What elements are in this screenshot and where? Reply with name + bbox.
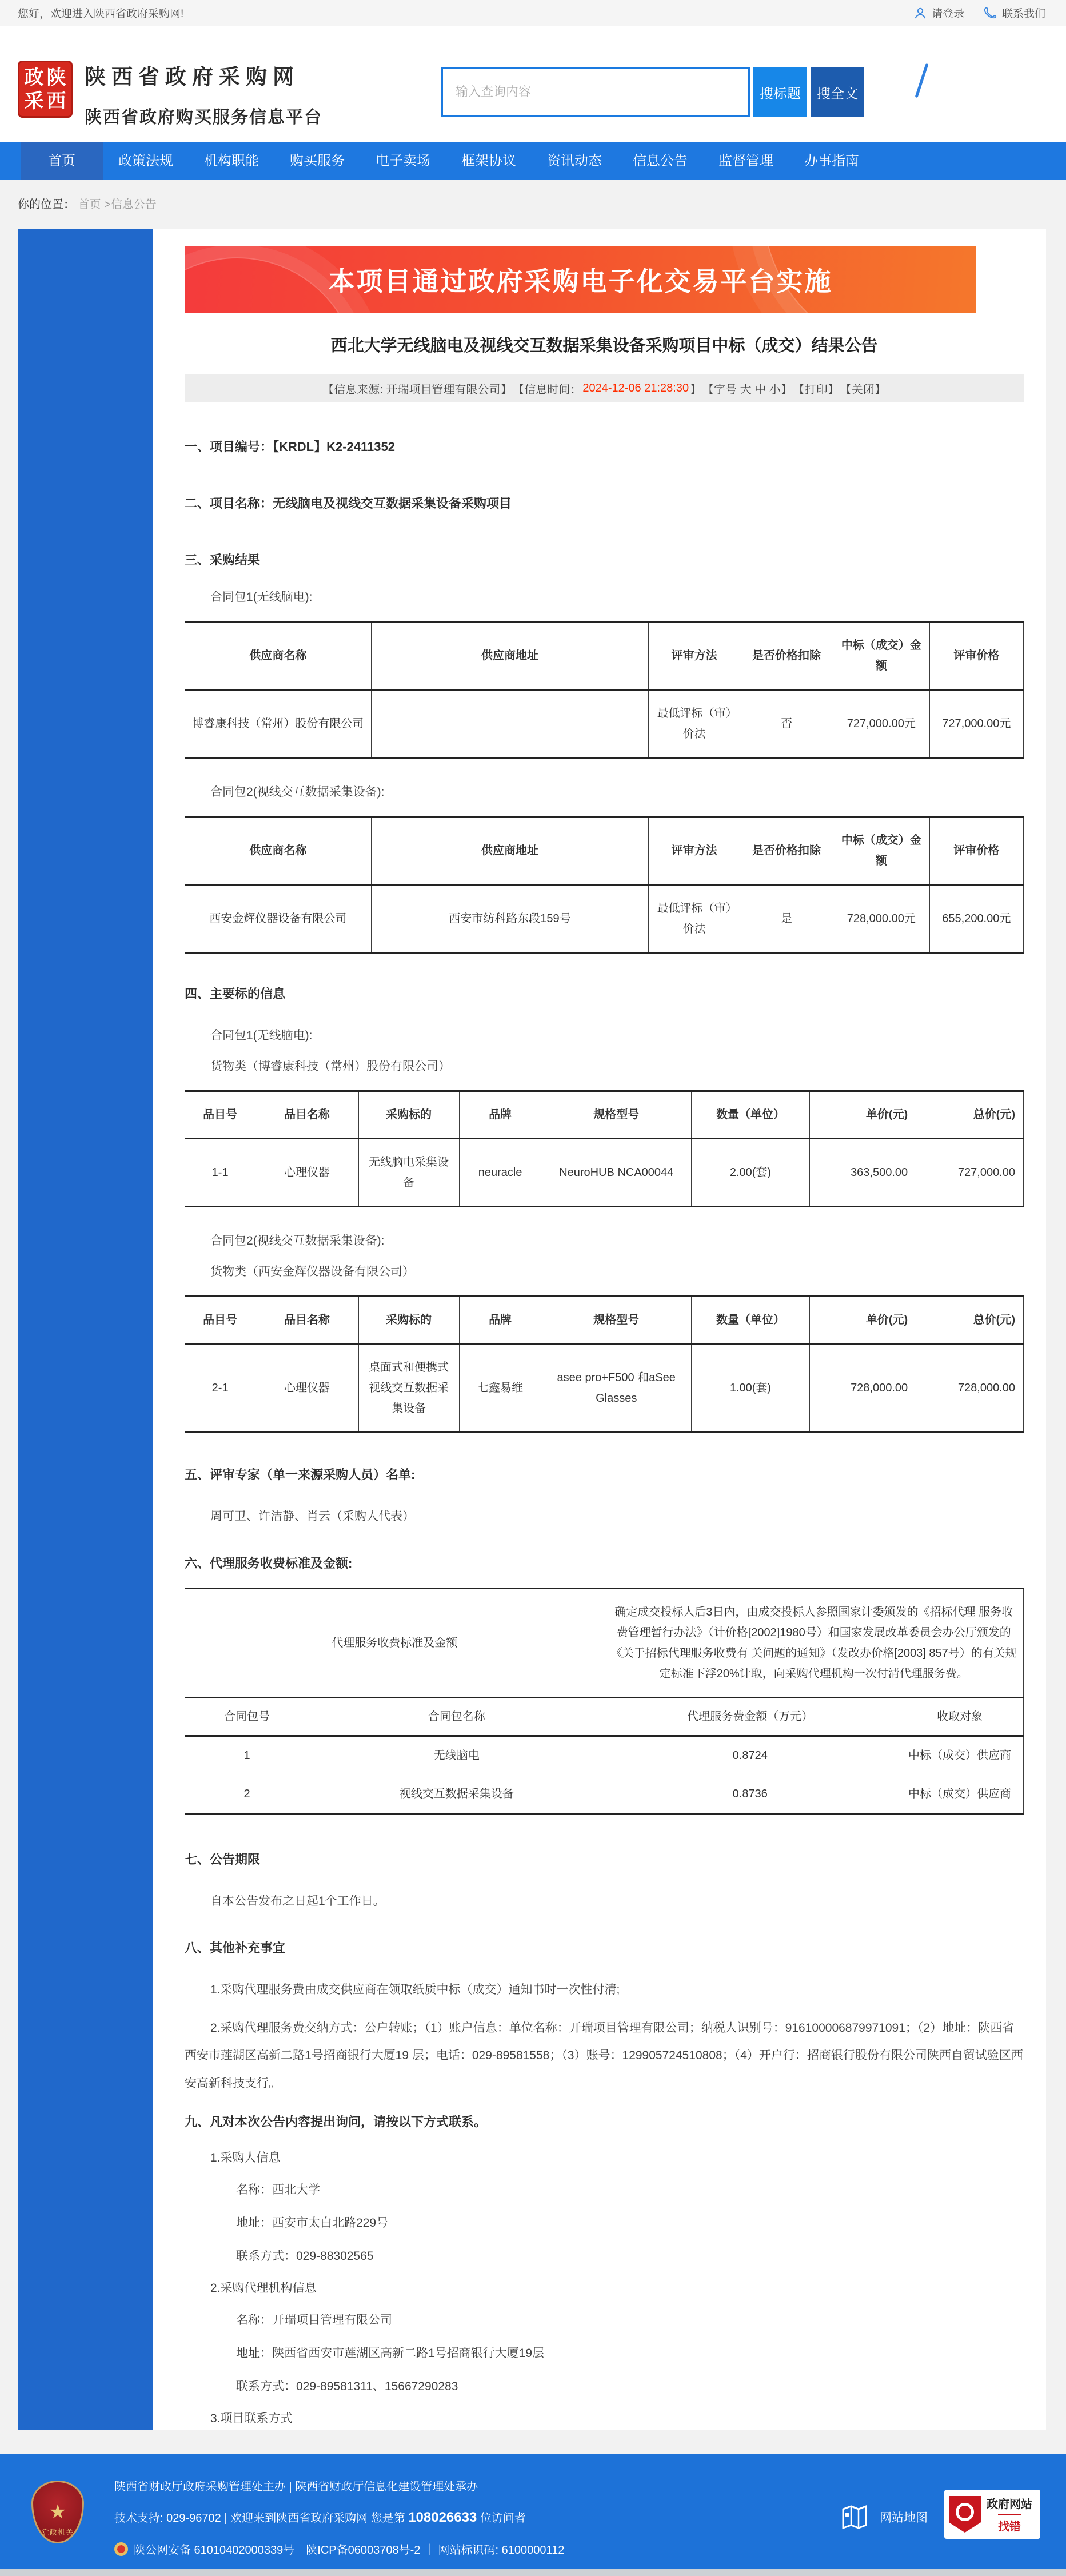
cell: 供应商地址 bbox=[371, 622, 649, 690]
article-meta-bar bbox=[185, 374, 1024, 402]
cell: 西安金辉仪器设备有限公司 bbox=[185, 885, 372, 953]
cell: 2 bbox=[185, 1775, 309, 1814]
beian-text: 陕公网安备 61010402000339号 陕ICP备06003708号-2 ｜ 网站标识码: 6100000112 bbox=[134, 2544, 565, 2557]
cell: 中标（成交）金额 bbox=[833, 622, 929, 690]
article-panel bbox=[153, 229, 1046, 2430]
cell: 代理服务收费标准及金额 bbox=[185, 1589, 604, 1698]
content-wrapper bbox=[18, 229, 1046, 2430]
emblem-star: ★ bbox=[49, 2501, 67, 2523]
search-input[interactable] bbox=[441, 67, 750, 117]
search-fulltext-button[interactable]: 搜全文 bbox=[811, 67, 864, 117]
table-row bbox=[185, 1139, 1024, 1207]
topbar-actions bbox=[913, 5, 1045, 21]
gov-site-error-report-badge[interactable] bbox=[944, 2490, 1040, 2539]
cell: 采购标的 bbox=[358, 1297, 459, 1344]
cell: 视线交互数据采集设备 bbox=[309, 1775, 604, 1814]
agency-fee-table bbox=[185, 1588, 1024, 1815]
package2-label-2: 合同包2(视线交互数据采集设备): bbox=[210, 1234, 385, 1247]
header-row bbox=[185, 1698, 1024, 1736]
footer-organizer-line: 陕西省财政厅政府采购管理处主办 | 陕西省财政厅信息化建设管理处承办 bbox=[114, 2481, 478, 2493]
cell: 七鑫易维 bbox=[459, 1344, 541, 1433]
nav-item-purchase-services[interactable]: 购买服务 bbox=[290, 153, 345, 169]
platform-banner bbox=[185, 246, 976, 313]
party-gov-emblem-icon bbox=[31, 2481, 84, 2543]
gov-badge-top: 政府网站 bbox=[987, 2498, 1032, 2511]
cell: 无线脑电采集设备 bbox=[358, 1139, 459, 1207]
nav-item-policies[interactable]: 政策法规 bbox=[118, 153, 173, 169]
header-row bbox=[185, 817, 1024, 885]
supplementary-item-1: 1.采购代理服务费由成交供应商在领取纸质中标（成交）通知书时一次性付清; bbox=[210, 1983, 620, 1996]
cell: 采购标的 bbox=[358, 1091, 459, 1139]
cell: 0.8724 bbox=[604, 1736, 896, 1775]
breadcrumb-current-link[interactable]: 信息公告 bbox=[110, 198, 157, 211]
magnifier-icon bbox=[949, 2496, 981, 2533]
project-contact-heading: 3.项目联系方式 bbox=[210, 2411, 293, 2425]
nav-item-news[interactable]: 资讯动态 bbox=[547, 153, 602, 169]
section-3-results: 三、采购结果 bbox=[185, 553, 261, 567]
cell: 总价(元) bbox=[916, 1091, 1024, 1139]
table-row bbox=[185, 1736, 1024, 1775]
emblem-label: 党政机关 bbox=[41, 2528, 74, 2537]
brand-block bbox=[85, 59, 322, 128]
section-8-supplementary: 八、其他补充事宜 bbox=[185, 1941, 286, 1955]
item-table-package2 bbox=[185, 1295, 1024, 1433]
cell: 数量（单位） bbox=[692, 1091, 810, 1139]
map-icon bbox=[840, 2502, 869, 2532]
cell: 是否价格扣除 bbox=[740, 817, 833, 885]
cell: 供应商地址 bbox=[371, 817, 649, 885]
cell: neuracle bbox=[459, 1139, 541, 1207]
goods1-label: 货物类（博睿康科技（常州）股份有限公司） bbox=[210, 1060, 450, 1073]
cell: 规格型号 bbox=[541, 1091, 692, 1139]
cell: 否 bbox=[740, 690, 833, 758]
cell: 评审价格 bbox=[929, 817, 1023, 885]
search-bar bbox=[441, 67, 864, 117]
experts-list: 周可卫、许洁静、肖云（采购人代表） bbox=[210, 1510, 414, 1523]
cell: 中标（成交）供应商 bbox=[896, 1736, 1024, 1775]
cell: 是 bbox=[740, 885, 833, 953]
section-1-project-number: 一、项目编号：【KRDL】K2-2411352 bbox=[185, 440, 395, 454]
cell: 桌面式和便携式视线交互数据采集设备 bbox=[358, 1344, 459, 1433]
phone-icon bbox=[984, 6, 997, 20]
period-body: 自本公告发布之日起1个工作日。 bbox=[210, 1895, 385, 1908]
cell: 最低评标（审）价法 bbox=[649, 690, 740, 758]
buyer-telephone: 联系方式：029-88302565 bbox=[236, 2249, 374, 2263]
seal-char: 陕 bbox=[46, 66, 66, 89]
cell: 评审方法 bbox=[649, 817, 740, 885]
cell: 中标（成交）金额 bbox=[833, 817, 929, 885]
cell: 心理仪器 bbox=[255, 1344, 358, 1433]
cell: 2-1 bbox=[185, 1344, 255, 1433]
cell: 数量（单位） bbox=[692, 1297, 810, 1344]
close-button[interactable]: 【关闭】 bbox=[840, 383, 886, 396]
seal-char: 采 bbox=[24, 90, 44, 112]
police-badge-icon bbox=[114, 2542, 128, 2556]
cell: 最低评标（审）价法 bbox=[649, 885, 740, 953]
table-row bbox=[185, 1344, 1024, 1433]
topbar bbox=[0, 0, 1066, 26]
seal-char: 西 bbox=[46, 90, 66, 112]
fontsize-control[interactable]: 【字号 大 中 小】 bbox=[702, 383, 792, 396]
header-row bbox=[185, 1297, 1024, 1344]
cell: 单价(元) bbox=[809, 1091, 916, 1139]
cell: 品目名称 bbox=[255, 1297, 358, 1344]
cell: 品牌 bbox=[459, 1091, 541, 1139]
cell: 西安市纺科路东段159号 bbox=[371, 885, 649, 953]
cell: 合同包名称 bbox=[309, 1698, 604, 1736]
goods2-label: 货物类（西安金辉仪器设备有限公司） bbox=[210, 1265, 414, 1278]
user-icon bbox=[913, 6, 927, 20]
cell: asee pro+F500 和aSee Glasses bbox=[541, 1344, 692, 1433]
result-table-package1 bbox=[185, 621, 1024, 759]
section-2-project-name: 二、项目名称：无线脑电及视线交互数据采集设备采购项目 bbox=[185, 496, 512, 511]
section-7-period: 七、公告期限 bbox=[185, 1852, 261, 1867]
gov-badge-text bbox=[987, 2495, 1032, 2534]
nav-item-supervision[interactable]: 监督管理 bbox=[718, 153, 773, 169]
cell: 供应商名称 bbox=[185, 817, 372, 885]
gov-badge-bottom: 找错 bbox=[998, 2514, 1021, 2534]
cell: 供应商名称 bbox=[185, 622, 372, 690]
visitor-count: 108026633 bbox=[408, 2510, 477, 2525]
slash-decoration bbox=[915, 63, 929, 98]
cell: 0.8736 bbox=[604, 1775, 896, 1814]
cell: 品目名称 bbox=[255, 1091, 358, 1139]
search-title-button[interactable]: 搜标题 bbox=[753, 67, 807, 117]
section-5-experts: 五、评审专家（单一来源采购人员）名单: bbox=[185, 1468, 416, 1482]
package1-label: 合同包1(无线脑电): bbox=[210, 591, 313, 604]
sitemap-link[interactable] bbox=[840, 2502, 928, 2532]
cell: 728,000.00 bbox=[809, 1344, 916, 1433]
cell: 收取对象 bbox=[896, 1698, 1024, 1736]
section-4-items: 四、主要标的信息 bbox=[185, 987, 286, 1001]
cell: 单价(元) bbox=[809, 1297, 916, 1344]
login-link[interactable] bbox=[913, 5, 964, 21]
section-6-agency-fee: 六、代理服务收费标准及金额: bbox=[185, 1556, 353, 1570]
header-row bbox=[185, 1091, 1024, 1139]
cell: 品牌 bbox=[459, 1297, 541, 1344]
buyer-heading: 1.采购人信息 bbox=[210, 2151, 281, 2164]
cell: 品目号 bbox=[185, 1297, 255, 1344]
cell: 心理仪器 bbox=[255, 1139, 358, 1207]
cell bbox=[371, 690, 649, 758]
package1-label-2: 合同包1(无线脑电): bbox=[210, 1029, 313, 1042]
support-pre: 技术支持: 029-96702 | 欢迎来到陕西省政府采购网 您是第 bbox=[114, 2512, 409, 2525]
cell: 评审价格 bbox=[929, 622, 1023, 690]
breadcrumb bbox=[0, 180, 1066, 229]
agency-name: 名称：开瑞项目管理有限公司 bbox=[236, 2313, 392, 2327]
buyer-name: 名称：西北大学 bbox=[236, 2183, 320, 2196]
gap-band bbox=[0, 2430, 1066, 2454]
contact-label: 联系我们 bbox=[1001, 8, 1045, 20]
cell: 655,200.00元 bbox=[929, 885, 1023, 953]
sitemap-label: 网站地图 bbox=[880, 2511, 928, 2525]
meta-time-close: 】 bbox=[690, 383, 702, 396]
table-row bbox=[185, 1775, 1024, 1814]
agency-address: 地址：陕西省西安市莲湖区高新二路1号招商银行大厦19层 bbox=[236, 2346, 545, 2360]
breadcrumb-label: 你的位置： bbox=[18, 198, 75, 211]
footer-beian-line bbox=[114, 2541, 564, 2557]
table-row bbox=[185, 885, 1024, 953]
nav-item-announcements[interactable]: 信息公告 bbox=[633, 153, 688, 169]
cell: 中标（成交）供应商 bbox=[896, 1775, 1024, 1814]
fee-standard-row bbox=[185, 1589, 1024, 1698]
nav-item-guide[interactable]: 办事指南 bbox=[804, 153, 859, 169]
cell: 1 bbox=[185, 1736, 309, 1775]
cell: 是否价格扣除 bbox=[740, 622, 833, 690]
cell: 728,000.00 bbox=[916, 1344, 1024, 1433]
nav-item-home[interactable]: 首页 bbox=[21, 142, 103, 180]
cell: 1.00(套) bbox=[692, 1344, 810, 1433]
cell: 1-1 bbox=[185, 1139, 255, 1207]
cell: 合同包号 bbox=[185, 1698, 309, 1736]
table-row bbox=[185, 690, 1024, 758]
welcome-text: 您好，欢迎进入陕西省政府采购网! bbox=[18, 8, 184, 20]
meta-time-value: 2024-12-06 21:28:30 bbox=[582, 381, 689, 394]
nav-item-emall[interactable]: 电子卖场 bbox=[376, 153, 430, 169]
header-row bbox=[185, 622, 1024, 690]
package2-label: 合同包2(视线交互数据采集设备): bbox=[210, 785, 385, 799]
announcement-title: 西北大学无线脑电及视线交互数据采集设备采购项目中标（成交）结果公告 bbox=[330, 337, 878, 355]
site-header bbox=[0, 26, 1066, 142]
login-label: 请登录 bbox=[931, 8, 964, 20]
site-subtitle: 陕西省政府购买服务信息平台 bbox=[85, 108, 322, 127]
agency-telephone: 联系方式：029-89581311、15667290283 bbox=[236, 2379, 458, 2393]
cell: 规格型号 bbox=[541, 1297, 692, 1344]
breadcrumb-home-link[interactable]: 首页 bbox=[78, 198, 101, 211]
breadcrumb-separator: > bbox=[101, 198, 111, 211]
seal-char: 政 bbox=[24, 66, 44, 89]
cell: 727,000.00 bbox=[916, 1139, 1024, 1207]
cell: 728,000.00元 bbox=[833, 885, 929, 953]
agency-heading: 2.采购代理机构信息 bbox=[210, 2281, 317, 2295]
cell: 确定成交投标人后3日内，由成交投标人参照国家计委颁发的《招标代理 服务收费管理暂行办法》（计价格[2002]1980号）和国家发展改革委员会办公厅颁发的《关于招标代理服务收费有 关问题的通知》（发改办价格[2003] 857号）的有关规定标准下浮20%计取，向采购代理机构一次付清代理服务费。 bbox=[604, 1589, 1024, 1698]
bottom-scrollbar-strip[interactable] bbox=[0, 2569, 1066, 2576]
banner-text: 本项目通过政府采购电子化交易平台实施 bbox=[328, 266, 833, 296]
meta-time-open: 【信息时间： bbox=[513, 383, 582, 396]
site-logo-seal bbox=[18, 61, 73, 118]
item-table-package1 bbox=[185, 1090, 1024, 1207]
main-nav bbox=[0, 142, 1066, 180]
cell: 363,500.00 bbox=[809, 1139, 916, 1207]
print-button[interactable]: 【打印】 bbox=[793, 383, 839, 396]
cell: 727,000.00元 bbox=[929, 690, 1023, 758]
cell: 博睿康科技（常州）股份有限公司 bbox=[185, 690, 372, 758]
site-title: 陕西省政府采购网 bbox=[85, 65, 300, 89]
section-9-inquiry: 九、凡对本次公告内容提出询问，请按以下方式联系。 bbox=[185, 2114, 487, 2129]
meta-source: 【信息来源: 开瑞项目管理有限公司】 bbox=[322, 383, 512, 396]
cell: 727,000.00元 bbox=[833, 690, 929, 758]
cell: 代理服务费金额（万元） bbox=[604, 1698, 896, 1736]
buyer-address: 地址：西安市太白北路229号 bbox=[236, 2216, 389, 2230]
cell: NeuroHUB NCA00044 bbox=[541, 1139, 692, 1207]
support-post: 位访问者 bbox=[477, 2512, 526, 2525]
cell: 2.00(套) bbox=[692, 1139, 810, 1207]
supplementary-item-2: 2.采购代理服务费交纳方式：公户转账；（1）账户信息：单位名称：开瑞项目管理有限公司；纳税人识别号：916100006879971091；（2）地址：陕西省西安市莲湖区高新二路1号招商银行大厦19 层；电话：029-89581558；（3）账号：129905724510808；（4）开户行：招商银行股份有限公司陕西自贸试验区西安高新科技支行。 bbox=[185, 2021, 1023, 2090]
cell: 品目号 bbox=[185, 1091, 255, 1139]
contact-link[interactable] bbox=[984, 5, 1045, 21]
result-table-package2 bbox=[185, 816, 1024, 954]
nav-item-functions[interactable]: 机构职能 bbox=[204, 153, 259, 169]
left-blue-rail bbox=[18, 229, 153, 2430]
footer bbox=[0, 2454, 1066, 2569]
cell: 评审方法 bbox=[649, 622, 740, 690]
footer-support-line bbox=[114, 2509, 564, 2526]
cell: 无线脑电 bbox=[309, 1736, 604, 1775]
cell: 总价(元) bbox=[916, 1297, 1024, 1344]
footer-text-block bbox=[114, 2477, 564, 2557]
nav-item-framework[interactable]: 框架协议 bbox=[461, 153, 516, 169]
